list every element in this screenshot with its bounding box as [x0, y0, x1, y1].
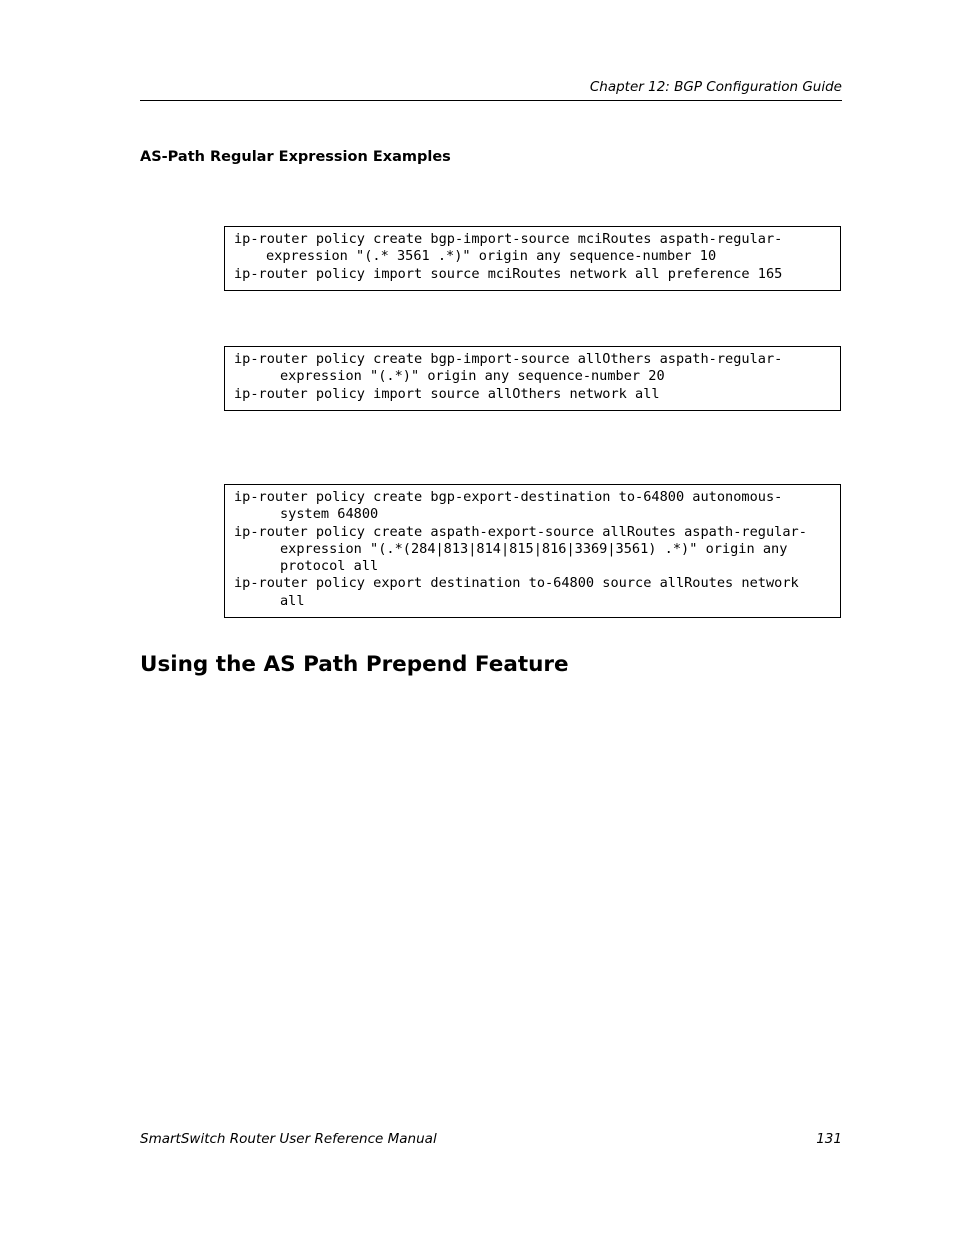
code-block-all-others	[224, 346, 841, 411]
running-header-chapter: Chapter 12: BGP Configuration Guide	[589, 79, 842, 95]
code-line: ip-router policy create bgp-export-destination to-64800 autonomous-	[234, 489, 783, 505]
code-line: ip-router policy import source allOthers network all	[234, 385, 660, 402]
code-line: ip-router policy create bgp-import-source mciRoutes aspath-regular-	[234, 231, 783, 247]
code-line: ip-router policy create aspath-export-source allRoutes aspath-regular-	[234, 523, 807, 540]
code-line: system 64800	[280, 506, 379, 523]
code-block-mci-routes	[224, 226, 841, 291]
footer-manual-title: SmartSwitch Router User Reference Manual	[140, 1131, 437, 1147]
code-line: ip-router policy create bgp-import-source allOthers aspath-regular-	[234, 351, 783, 367]
code-block-export-destination	[224, 484, 841, 618]
code-line: ip-router policy export destination to-64800 source allRoutes network	[234, 575, 799, 592]
section-title: Using the AS Path Prepend Feature	[140, 652, 569, 677]
code-line: all	[280, 592, 305, 609]
code-line: ip-router policy import source mciRoutes network all preference 165	[234, 265, 783, 282]
footer-page-number: 131	[816, 1131, 842, 1147]
code-line: expression "(.*(284|813|814|815|816|3369|3561) .*)" origin any	[280, 540, 788, 557]
code-line: protocol all	[280, 558, 379, 575]
header-rule	[140, 100, 842, 101]
subsection-title: AS-Path Regular Expression Examples	[140, 149, 451, 165]
code-line: expression "(.* 3561 .*)" origin any sequence-number 10	[266, 248, 717, 265]
code-line: expression "(.*)" origin any sequence-number 20	[280, 368, 665, 385]
